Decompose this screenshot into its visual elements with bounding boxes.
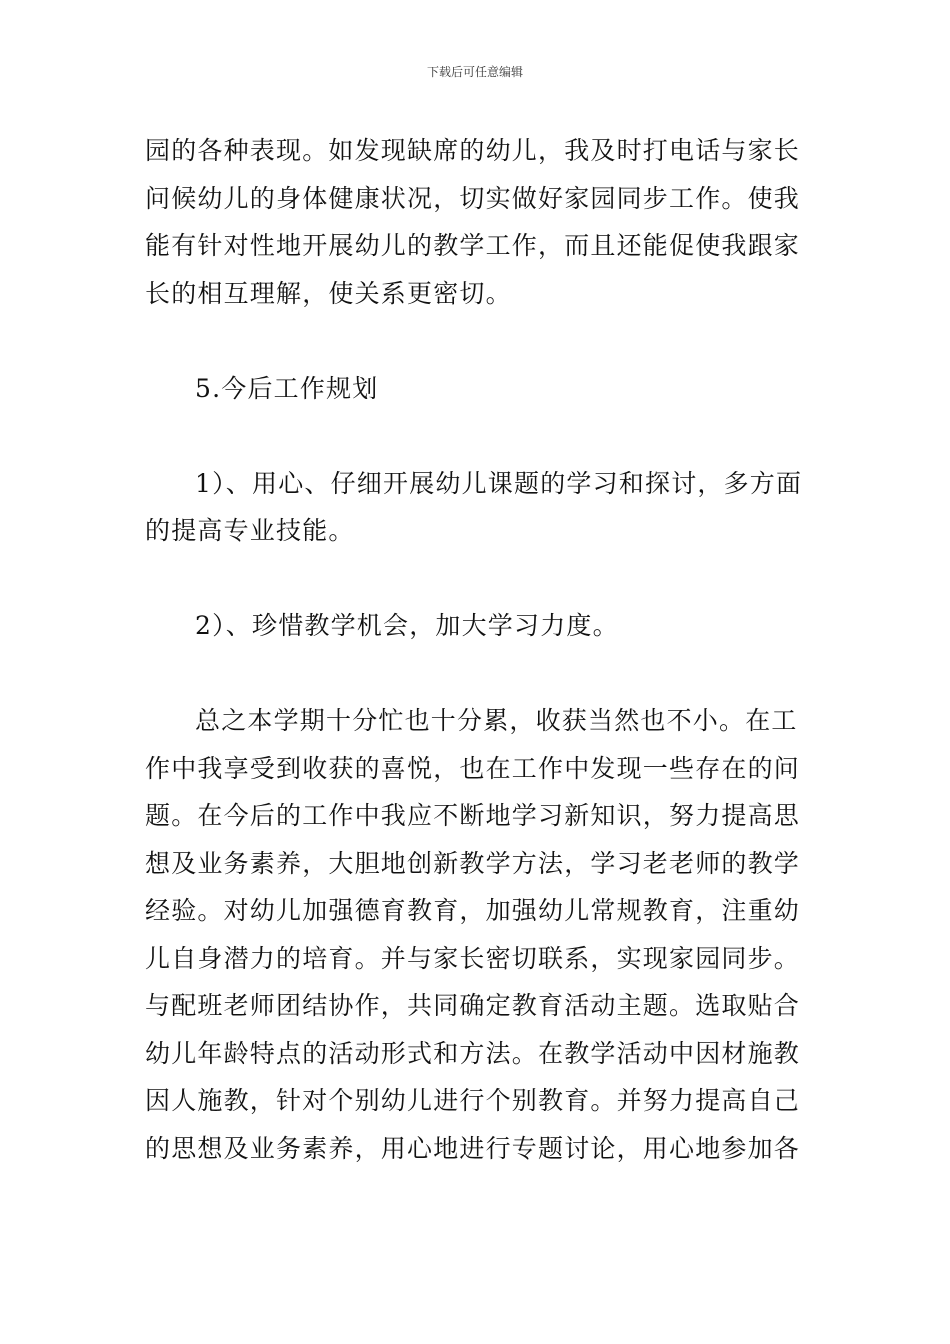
text-line: 长的相互理解，使关系更密切。 [145,278,512,308]
text-line: 能有针对性地开展幼儿的教学工作，而且还能促使我跟家 [145,231,801,260]
paragraph-summary [145,697,807,1172]
text-line: 因人施教，针对个别幼儿进行个别教育。并努力提高自己 [145,1086,801,1115]
text-line: 作中我享受到收获的喜悦，也在工作中发现一些存在的问 [145,753,801,783]
paragraph-gap [145,317,807,365]
text-line: 总之本学期十分忙也十分累，收获当然也不小。在工 [195,706,798,735]
text-line: 园的各种表现。如发现缺席的幼儿，我及时打电话与家长 [145,136,801,165]
section-heading-future-plan [145,365,807,413]
text-line: 儿自身潜力的培育。并与家长密切联系，实现家园同步。 [145,943,801,973]
text-line: 经验。对幼儿加强德育教育，加强幼儿常规教育，注重幼 [145,896,801,925]
text-line: 5.今后工作规划 [195,373,379,403]
text-line: 2）、珍惜教学机会，加大学习力度。 [195,611,619,640]
paragraph-gap [145,650,807,698]
text-line: 题。在今后的工作中我应不断地学习新知识，努力提高思 [145,801,801,830]
page-header-note: 下载后可任意编辑 [426,65,523,79]
plan-item-1 [145,460,807,555]
text-line: 想及业务素养，大胆地创新教学方法，学习老老师的教学 [145,848,801,878]
document-body [145,127,807,1172]
paragraph-gap [145,555,807,603]
paragraph-family-contact [145,127,807,317]
text-line: 1）、用心、仔细开展幼儿课题的学习和探讨，多方面 [195,468,803,498]
text-line: 与配班老师团结协作，共同确定教育活动主题。选取贴合 [145,991,801,1020]
text-line: 的思想及业务素养，用心地进行专题讨论，用心地参加各 [145,1133,801,1163]
text-line: 的提高专业技能。 [145,516,355,545]
text-line: 问候幼儿的身体健康状况，切实做好家园同步工作。使我 [145,183,801,213]
text-line: 幼儿年龄特点的活动形式和方法。在教学活动中因材施教 [145,1038,801,1068]
plan-item-2 [145,602,807,650]
paragraph-gap [145,412,807,460]
